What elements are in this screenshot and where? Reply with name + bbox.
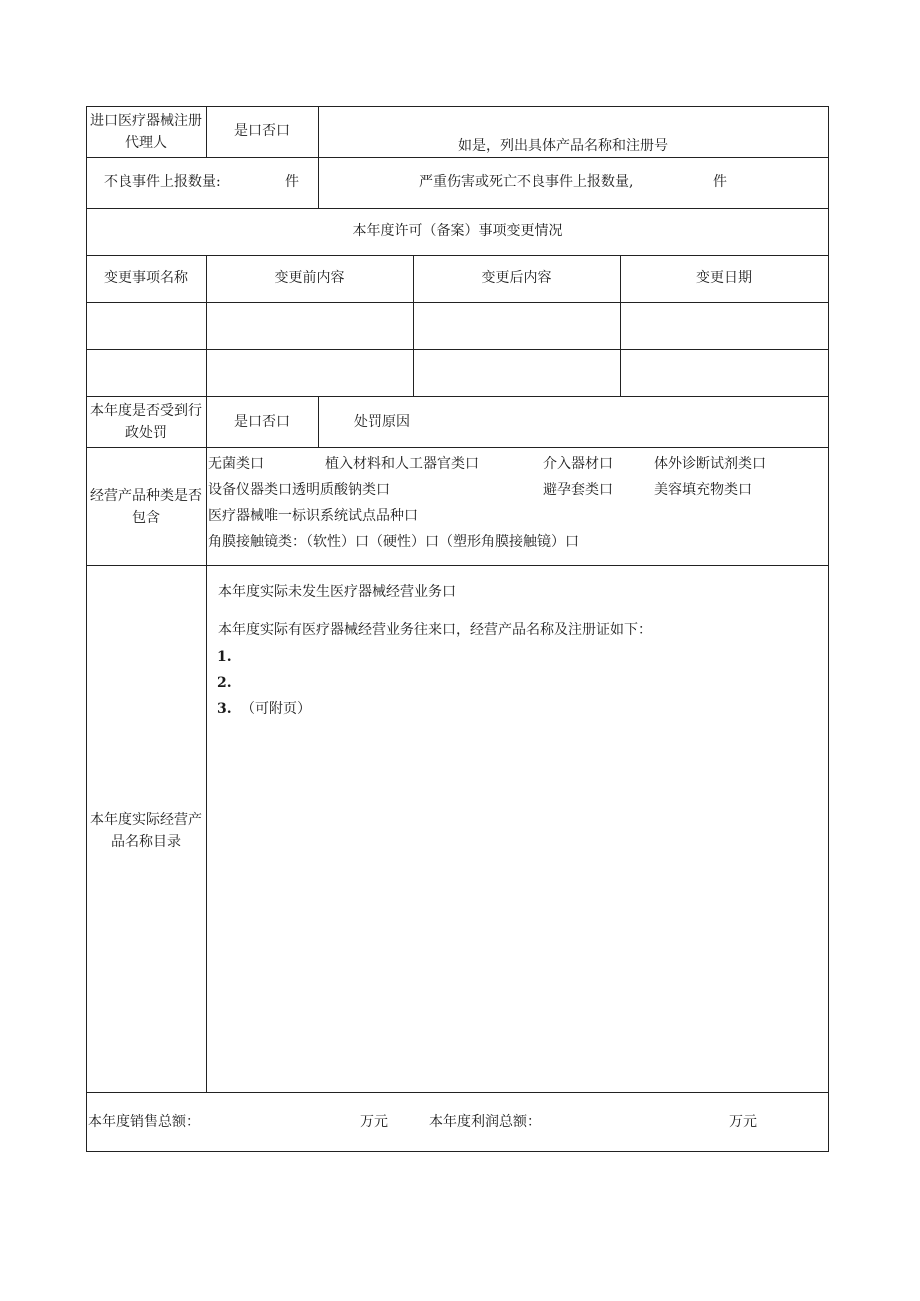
border-left xyxy=(86,106,87,1152)
adverse-count-unit: 件 xyxy=(285,174,299,190)
penalty-label: 本年度是否受到行政处罚 xyxy=(90,403,202,441)
change-header-item: 变更事项名称 xyxy=(104,270,188,286)
col-divider xyxy=(206,447,207,565)
catalog-entry-area[interactable] xyxy=(207,726,828,1092)
category-sterile[interactable]: 无菌类口 xyxy=(208,456,264,472)
catalog-item-1: 1. xyxy=(217,649,232,665)
row-divider xyxy=(86,208,829,209)
col-divider xyxy=(318,396,319,447)
change-row-1-date[interactable] xyxy=(621,303,828,349)
border-bottom xyxy=(86,1151,829,1152)
serious-count-label: 严重伤害或死亡不良事件上报数量, xyxy=(419,174,634,190)
catalog-has-business[interactable]: 本年度实际有医疗器械经营业务往来口，经营产品名称及注册证如下： xyxy=(218,622,652,638)
catalog-label: 本年度实际经营产品名称目录 xyxy=(90,812,202,850)
annual-report-form xyxy=(86,106,829,1152)
category-udi-pilot[interactable]: 医疗器械唯一标识系统试点品种口 xyxy=(208,508,418,524)
catalog-item-3: 3. xyxy=(217,701,232,717)
change-row-2-before[interactable] xyxy=(207,350,413,396)
adverse-count-label: 不良事件上报数量: xyxy=(104,174,221,190)
change-row-2-after[interactable] xyxy=(414,350,620,396)
change-header-date: 变更日期 xyxy=(696,270,752,286)
sales-total-unit: 万元 xyxy=(360,1114,388,1130)
profit-total-unit: 万元 xyxy=(729,1114,757,1130)
category-contact-lens[interactable]: 角膜接触镜类：（软性）口（硬性）口（塑形角膜接触镜）口 xyxy=(208,534,579,550)
change-row-1-item[interactable] xyxy=(87,303,206,349)
row-divider xyxy=(86,157,829,158)
row-divider xyxy=(86,565,829,566)
category-ivd[interactable]: 体外诊断试剂类口 xyxy=(654,456,766,472)
category-implant[interactable]: 植入材料和人工器官类口 xyxy=(325,456,479,472)
catalog-no-business[interactable]: 本年度实际未发生医疗器械经营业务口 xyxy=(218,584,456,600)
change-row-2-item[interactable] xyxy=(87,350,206,396)
change-header-before: 变更前内容 xyxy=(274,270,345,286)
catalog-item-2: 2. xyxy=(217,675,232,691)
categories-label: 经营产品种类是否包含 xyxy=(90,488,202,526)
change-row-2-date[interactable] xyxy=(621,350,828,396)
penalty-choice[interactable]: 是口否口 xyxy=(234,414,290,430)
import-agent-note: 如是，列出具体产品名称和注册号 xyxy=(458,138,668,154)
changes-section-title: 本年度许可（备案）事项变更情况 xyxy=(352,223,563,239)
border-right xyxy=(828,106,829,1152)
profit-total-label: 本年度利润总额： xyxy=(429,1114,541,1130)
category-equipment-hyaluronate[interactable]: 设备仪器类口透明质酸钠类口 xyxy=(208,482,390,498)
change-header-after: 变更后内容 xyxy=(481,270,552,286)
change-row-1-after[interactable] xyxy=(414,303,620,349)
serious-count-unit: 件 xyxy=(713,174,727,190)
border-top xyxy=(86,106,829,107)
col-divider xyxy=(318,157,319,208)
import-agent-choice[interactable]: 是口否口 xyxy=(234,123,290,139)
category-cosmetic-filler[interactable]: 美容填充物类口 xyxy=(654,482,752,498)
row-divider xyxy=(86,1092,829,1093)
sales-total-label: 本年度销售总额： xyxy=(88,1114,200,1130)
penalty-reason-label: 处罚原因 xyxy=(354,414,410,430)
row-divider xyxy=(86,396,829,397)
catalog-attach-note: （可附页） xyxy=(241,701,311,717)
import-agent-label: 进口医疗器械注册代理人 xyxy=(90,113,202,151)
row-divider xyxy=(86,447,829,448)
col-divider xyxy=(318,106,319,157)
category-interventional[interactable]: 介入器材口 xyxy=(543,456,613,472)
change-row-1-before[interactable] xyxy=(207,303,413,349)
row-divider xyxy=(86,255,829,256)
category-condom[interactable]: 避孕套类口 xyxy=(543,482,613,498)
